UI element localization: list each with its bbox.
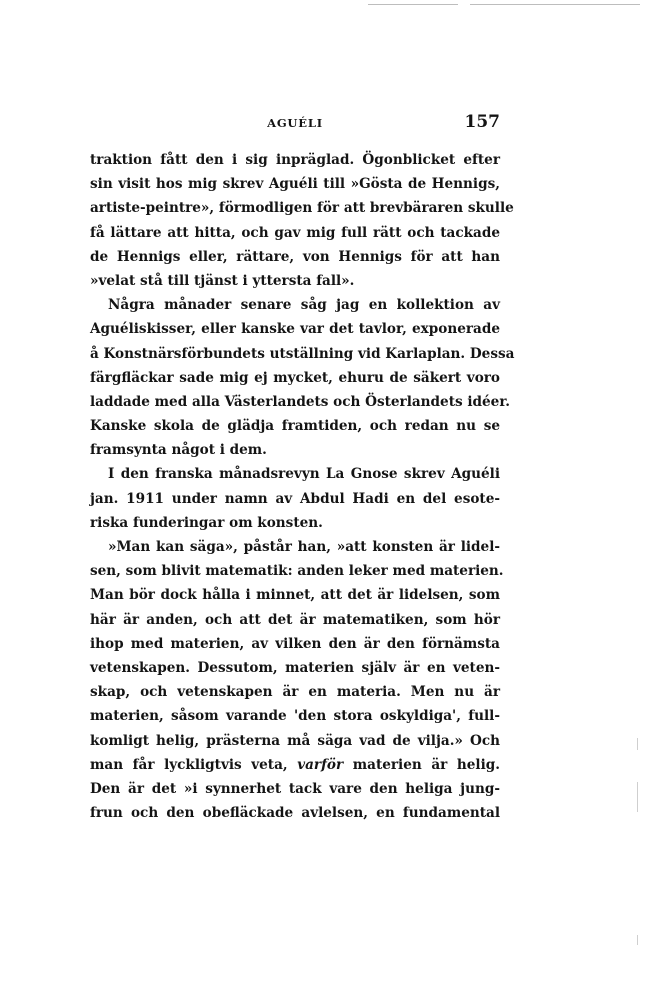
text-line: man får lyckligtvis veta, varför materien är helig. [90,756,500,773]
page-header [90,112,500,138]
text-line: I den franska månadsrevyn La Gnose skrev Aguéli [108,466,500,483]
text-line: Kanske skola de glädja framtiden, och redan nu se [90,418,500,435]
text-line: jan. 1911 under namn av Abdul Hadi en del esote- [90,490,500,507]
text-line: materien, såsom varande 'den stora oskyldiga', full- [90,708,500,725]
text-line: »velat stå till tjänst i yttersta fall». [90,272,355,289]
text-line: Den är det »i synnerhet tack vare den heliga jung- [90,780,500,797]
text-line: skap, och vetenskapen är en materia. Men nu är [90,684,500,701]
text-line: framsynta något i dem. [90,442,267,459]
text-line: frun och den obefläckade avlelsen, en fundamental [90,805,500,822]
body-text [90,148,515,825]
page-number: 157 [464,112,500,132]
text-line: å Konstnärsförbundets utställning vid Karlaplan. Dessa [90,345,515,362]
text-line: traktion fått den i sig inpräglad. Ögonblicket efter [90,152,500,168]
running-title: AGUÉLI [267,116,323,130]
text-line: de Hennigs eller, rättare, von Hennigs för att han [90,248,500,265]
text-line: ihop med materien, av vilken den är den förnämsta [90,635,500,652]
text-line: här är anden, och att det är matematiken, som hör [90,611,500,628]
text-line: artiste-peintre», förmodligen för att brevbäraren skulle [90,200,514,217]
top-edge-rule [470,4,640,5]
text-line: »Man kan säga», påstår han, »att konsten är lidel- [108,539,500,555]
text-line: Man bör dock hålla i minnet, att det är lidelsen, som [90,587,500,604]
text-line: riska funderingar om konsten. [90,514,323,531]
margin-mark [637,782,638,812]
margin-mark [637,935,638,945]
text-line: laddade med alla Västerlandets och Österlandets idéer. [90,393,510,410]
margin-mark [637,738,638,750]
top-edge-rule [368,4,458,5]
text-line: färgfläckar sade mig ej mycket, ehuru de säkert voro [90,369,500,386]
text-line: sen, som blivit matematik: anden leker med materien. [90,563,504,580]
text-line: få lättare att hitta, och gav mig full rätt och tackade [90,224,500,241]
emphasized-word: varför [297,756,344,773]
text-line: Några månader senare såg jag en kollektion av [108,297,500,314]
text-line: komligt helig, prästerna må säga vad de vilja.» Och [90,732,500,749]
text-line: Aguéliskisser, eller kanske var det tavlor, exponerade [90,321,500,338]
text-line: sin visit hos mig skrev Aguéli till »Gösta de Hennigs, [90,176,500,193]
text-line: vetenskapen. Dessutom, materien själv är en veten- [90,659,500,676]
